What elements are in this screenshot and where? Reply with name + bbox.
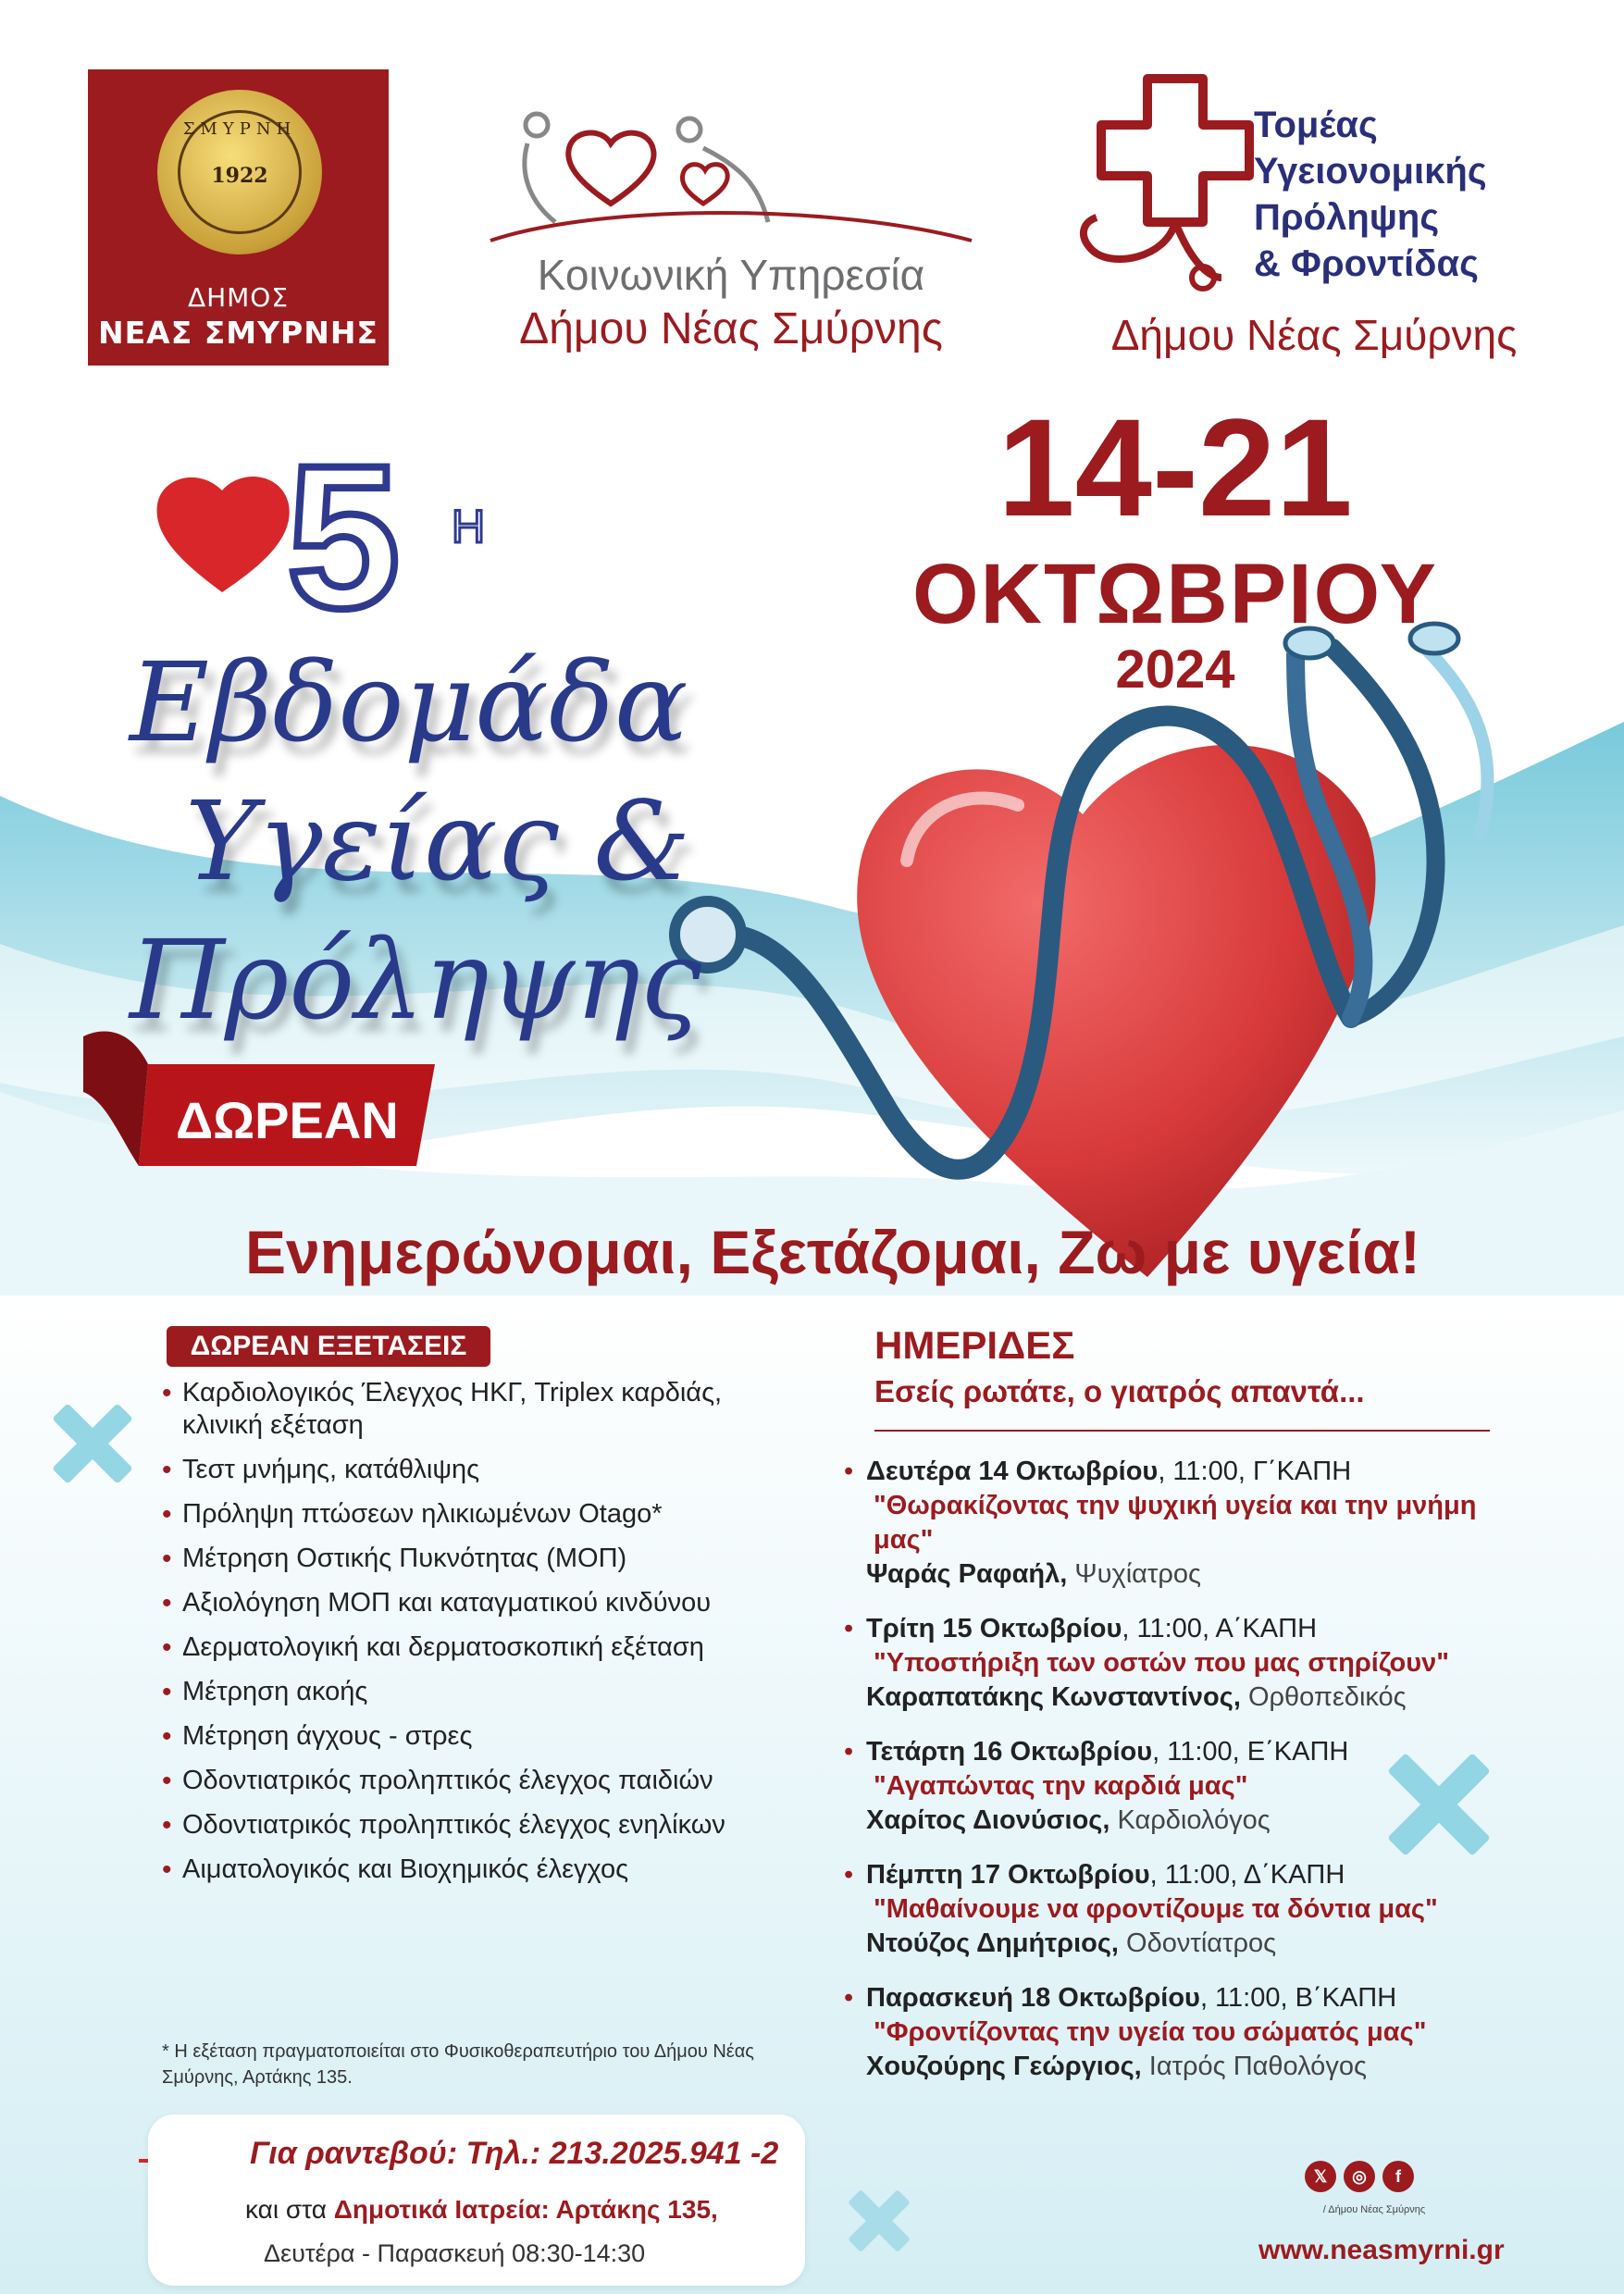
appointment-phone[interactable]: Για ραντεβού: Τηλ.: 213.2025.941 -2 bbox=[250, 2136, 779, 2171]
workshop-item bbox=[844, 1858, 1510, 1961]
workshop-date: Δευτέρα 14 Οκτωβρίου bbox=[866, 1457, 1159, 1486]
exams-heading: ΔΩΡΕΑΝ ΕΞΕΤΑΣΕΙΣ bbox=[167, 1326, 490, 1367]
health-line-3: Πρόληψης bbox=[1254, 197, 1440, 238]
workshop-doctor bbox=[866, 1804, 1510, 1838]
facebook-icon[interactable]: f bbox=[1382, 2161, 1414, 2192]
social-caption: / Δήμου Νέας Σμύρνης bbox=[1322, 2204, 1426, 2215]
workshop-date: Τρίτη 15 Οκτωβρίου bbox=[866, 1614, 1122, 1643]
workshop-doctor bbox=[866, 1680, 1510, 1715]
edition-number: 5 bbox=[287, 423, 401, 651]
title-line-1: Εβδομάδα bbox=[130, 639, 688, 766]
doctor-role: Ψυχίατρος bbox=[1067, 1559, 1201, 1589]
x-icon[interactable]: 𝕏 bbox=[1305, 2161, 1336, 2192]
municipality-line1: ΔΗΜΟΣ bbox=[187, 282, 290, 313]
workshop-time: , 11:00, Δ΄ΚΑΠΗ bbox=[1149, 1860, 1345, 1890]
workshops-title: ΗΜΕΡΙΔΕΣ bbox=[874, 1323, 1075, 1367]
social-arc bbox=[490, 213, 972, 241]
list-item: • Οδοντιατρικός προληπτικός έλεγχος παιδιών bbox=[162, 1765, 791, 1797]
small-heart-icon bbox=[157, 477, 290, 592]
health-line-1: Τομέας bbox=[1254, 105, 1378, 145]
social-service-figures bbox=[525, 114, 768, 222]
slogan: Ενημερώνομαι, Εξετάζομαι, Ζω με υγεία! bbox=[245, 1218, 1420, 1286]
health-cross-icon bbox=[1084, 79, 1249, 278]
seal-text: ΣΜΥΡΝΗ bbox=[182, 119, 297, 139]
title-line-3: Πρόληψης bbox=[130, 916, 702, 1044]
workshops-subtitle: Εσείς ρωτάτε, ο γιατρός απαντά... bbox=[874, 1374, 1365, 1408]
free-label: ΔΩΡΕΑΝ bbox=[176, 1091, 399, 1149]
exams-footnote: * Η εξέταση πραγματοποιείται στο Φυσικοθεραπευτήριο του Δήμου Νέας Σμύρνης, Αρτάκης 135. bbox=[162, 2041, 754, 2088]
date-month: ΟΚΤΩΒΡΙΟΥ bbox=[911, 547, 1439, 641]
doctor-name: Χαρίτος Διονύσιος, bbox=[866, 1805, 1110, 1835]
doctor-role: Οδοντίατρος bbox=[1118, 1928, 1277, 1958]
website-link[interactable]: www.neasmyrni.gr bbox=[1258, 2235, 1505, 2265]
doctor-name: Χουζούρης Γεώργιος, bbox=[866, 2052, 1142, 2081]
municipality-logo bbox=[88, 69, 389, 366]
list-item: • Οδοντιατρικός προληπτικός έλεγχος ενηλίκων bbox=[162, 1809, 791, 1841]
workshops-list bbox=[844, 1455, 1510, 2104]
social-service-line2: Δήμου Νέας Σμύρνης bbox=[519, 304, 943, 353]
doctor-name: Καραπατάκης Κωνσταντίνος, bbox=[866, 1682, 1241, 1712]
doctor-role: Ορθοπεδικός bbox=[1240, 1682, 1407, 1712]
workshop-date: Τετάρτη 16 Οκτωβρίου bbox=[866, 1737, 1153, 1767]
date-year: 2024 bbox=[1115, 639, 1235, 700]
workshop-time: , 11:00, Γ΄ΚΑΠΗ bbox=[1158, 1457, 1352, 1486]
workshop-time: , 11:00, Β΄ΚΑΠΗ bbox=[1199, 1983, 1397, 2013]
list-item: • Μέτρηση Οστικής Πυκνότητας (ΜΟΠ) bbox=[162, 1543, 791, 1575]
workshop-date: Πέμπτη 17 Οκτωβρίου bbox=[866, 1860, 1150, 1890]
health-sector-sub: Δήμου Νέας Σμύρνης bbox=[1110, 311, 1518, 359]
date-range: 14-21 bbox=[998, 390, 1353, 545]
exams-list bbox=[162, 1377, 791, 1898]
workshop-topic: "Μαθαίνουμε να φροντίζουμε τα δόντια μας" bbox=[874, 1894, 1438, 1924]
list-item: • Δερματολογική και δερματοσκοπική εξέταση bbox=[162, 1631, 791, 1664]
edition-suffix: Η bbox=[452, 501, 486, 552]
list-item: • Πρόληψη πτώσεων ηλικιωμένων Otago* bbox=[162, 1498, 791, 1531]
municipality-line2: ΝΕΑΣ ΣΜΥΡΝΗΣ bbox=[98, 315, 378, 351]
list-item: • Μέτρηση άγχους - στρες bbox=[162, 1720, 791, 1753]
workshop-item bbox=[844, 1735, 1510, 1838]
workshop-item bbox=[844, 1981, 1510, 2084]
social-service-line1: Κοινωνική Υπηρεσία bbox=[537, 251, 925, 299]
workshop-topic: "Θωρακίζοντας την ψυχική υγεία και την μνήμη μας" bbox=[874, 1491, 1477, 1555]
workshop-doctor bbox=[866, 2050, 1510, 2084]
social-heart-icon bbox=[568, 133, 653, 204]
municipality-seal-icon bbox=[157, 90, 322, 254]
location-address: Δημοτικά Ιατρεία: Αρτάκης 135, bbox=[333, 2195, 718, 2224]
health-line-4: & Φροντίδας bbox=[1254, 243, 1479, 284]
workshop-time: , 11:00, Α΄ΚΑΠΗ bbox=[1122, 1614, 1318, 1643]
list-item: • Μέτρηση ακοής bbox=[162, 1676, 791, 1708]
doctor-role: Καρδιολόγος bbox=[1110, 1805, 1271, 1835]
list-item: • Καρδιολογικός Έλεγχος ΗΚΓ, Triplex καρδιάς, κλινική εξέταση bbox=[162, 1377, 791, 1442]
workshop-date: Παρασκευή 18 Οκτωβρίου bbox=[866, 1983, 1200, 2013]
doctor-role: Ιατρός Παθολόγος bbox=[1141, 2052, 1367, 2081]
seal-year: 1922 bbox=[211, 164, 268, 188]
workshop-topic: "Αγαπώντας την καρδιά μας" bbox=[874, 1771, 1248, 1801]
workshop-doctor bbox=[866, 1557, 1510, 1592]
appointment-hours: Δευτέρα - Παρασκευή 08:30-14:30 bbox=[264, 2239, 646, 2267]
workshop-time: , 11:00, Ε΄ΚΑΠΗ bbox=[1152, 1737, 1349, 1767]
location-prefix: και στα bbox=[245, 2195, 334, 2224]
appointment-location bbox=[245, 2195, 718, 2225]
health-sector-logo bbox=[1254, 102, 1487, 287]
list-item: • Αξιολόγηση ΜΟΠ και καταγματικού κινδύνου bbox=[162, 1587, 791, 1619]
social-icons bbox=[1305, 2161, 1434, 2198]
health-line-2: Υγειονομικής bbox=[1254, 151, 1487, 192]
list-item: • Αιματολογικός και Βιοχημικός έλεγχος bbox=[162, 1854, 791, 1886]
workshop-topic: "Φροντίζοντας την υγεία του σώματός μας" bbox=[874, 2017, 1427, 2047]
social-heart-icon-2 bbox=[682, 165, 727, 204]
doctor-name: Ντούζος Δημήτριος, bbox=[866, 1928, 1119, 1958]
workshop-topic: "Υποστήριξη των οστών που μας στηρίζουν" bbox=[874, 1648, 1450, 1678]
instagram-icon[interactable]: ◎ bbox=[1344, 2161, 1375, 2192]
doctor-name: Ψαράς Ραφαήλ, bbox=[866, 1559, 1068, 1589]
list-item: • Τεστ μνήμης, κατάθλιψης bbox=[162, 1454, 791, 1486]
workshop-item bbox=[844, 1455, 1510, 1592]
title-line-2: Υγείας & bbox=[185, 777, 691, 905]
workshop-item bbox=[844, 1612, 1510, 1715]
workshop-doctor bbox=[866, 1927, 1510, 1961]
workshops-divider bbox=[874, 1430, 1490, 1432]
